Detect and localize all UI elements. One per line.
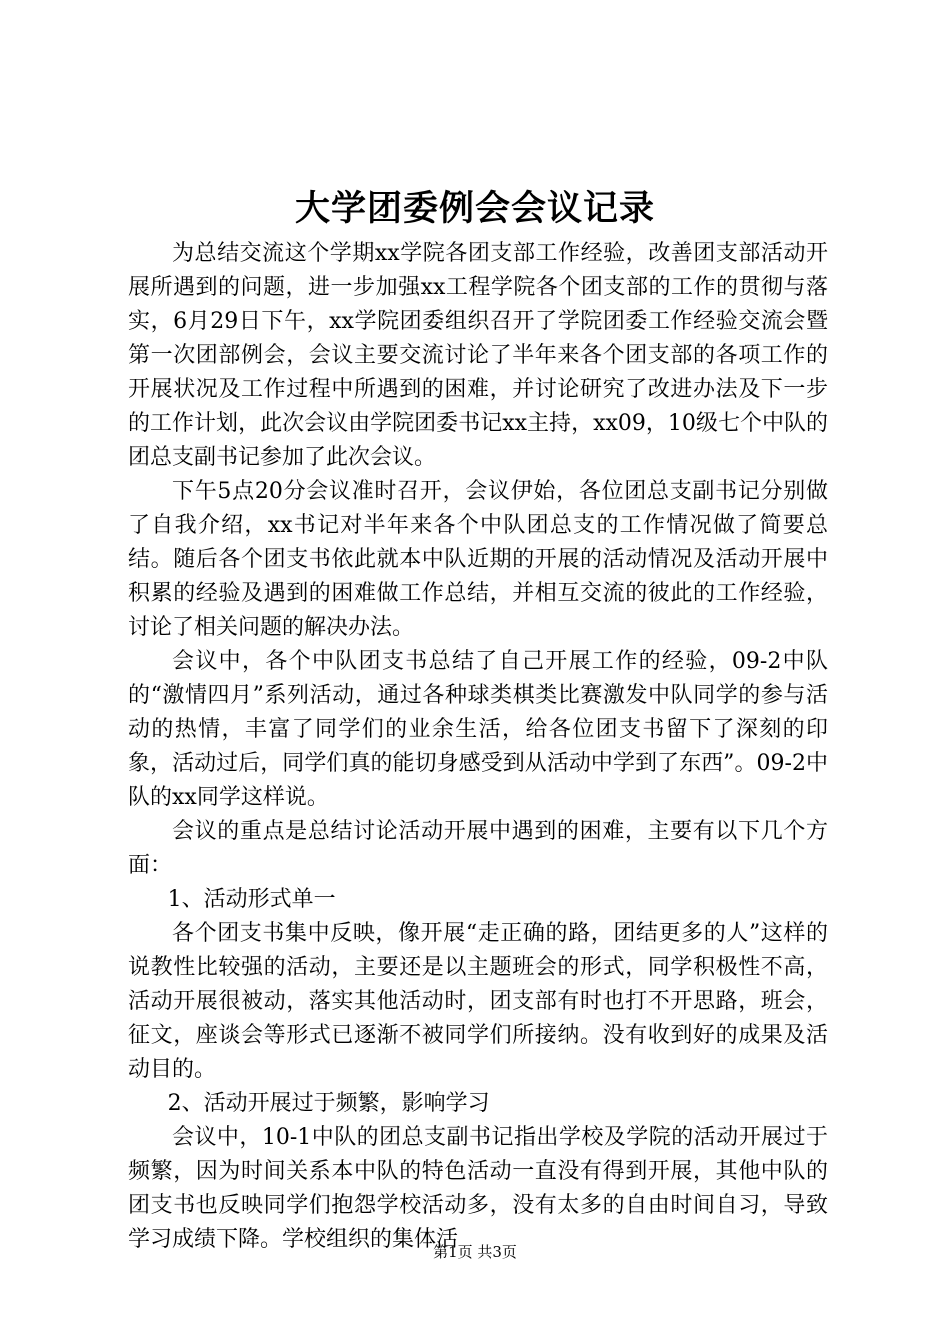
paragraph: 下午5点20分会议准时召开，会议伊始，各位团总支副书记分别做了自我介绍，xx书记对半年来各个中队团总支的工作情况做了简要总结。随后各个团支书依此就本中队近期的开展的活动情况及活动开展中积累的经验及遇到的困难做工作总结，并相互交流的彼此的工作经验，讨论了相关问题的解决办法。 — [128, 479, 828, 640]
page-title: 大学团委例会会议记录 — [294, 188, 655, 229]
paragraph: 各个团支书集中反映，像开展“走正确的路，团结更多的人”这样的说教性比较强的活动，主要还是以主题班会的形式，同学积极性不高，活动开展很被动，落实其他活动时，团支部有时也打不开思路，班会，征文，座谈会等形式已逐渐不被同学们所接纳。没有收到好的成果及活动目的。 — [128, 921, 828, 1082]
page-footer: 第1页 共3页 — [433, 1243, 517, 1261]
paragraph: 会议的重点是总结讨论活动开展中遇到的困难，主要有以下几个方面： — [128, 819, 828, 878]
document-body — [128, 237, 828, 1257]
paragraph: 为总结交流这个学期xx学院各团支部工作经验，改善团支部活动开展所遇到的问题，进一步加强xx工程学院各个团支部的工作的贯彻与落实，6月29日下午，xx学院团委组织召开了学院团委工作经验交流会暨第一次团部例会，会议主要交流讨论了半年来各个团支部的各项工作的开展状况及工作过程中所遇到的困难，并讨论研究了改进办法及下一步的工作计划，此次会议由学院团委书记xx主持，xx09，10级七个中队的团总支副书记参加了此次会议。 — [128, 241, 828, 470]
list-heading: 1、活动形式单一 — [167, 887, 336, 912]
paragraph: 会议中，10-1中队的团总支副书记指出学校及学院的活动开展过于频繁，因为时间关系本中队的特色活动一直没有得到开展，其他中队的团支书也反映同学们抱怨学校活动多，没有太多的自由时间自习，导致学习成绩下降。学校组织的集体活 — [128, 1125, 828, 1252]
list-heading: 2、活动开展过于频繁，影响学习 — [167, 1091, 490, 1116]
paragraph: 会议中，各个中队团支书总结了自己开展工作的经验，09-2中队的“激情四月”系列活动，通过各种球类棋类比赛激发中队同学的参与活动的热情，丰富了同学们的业余生活，给各位团支书留下了深刻的印象，活动过后，同学们真的能切身感受到从活动中学到了东西”。09-2中队的xx同学这样说。 — [128, 649, 828, 810]
